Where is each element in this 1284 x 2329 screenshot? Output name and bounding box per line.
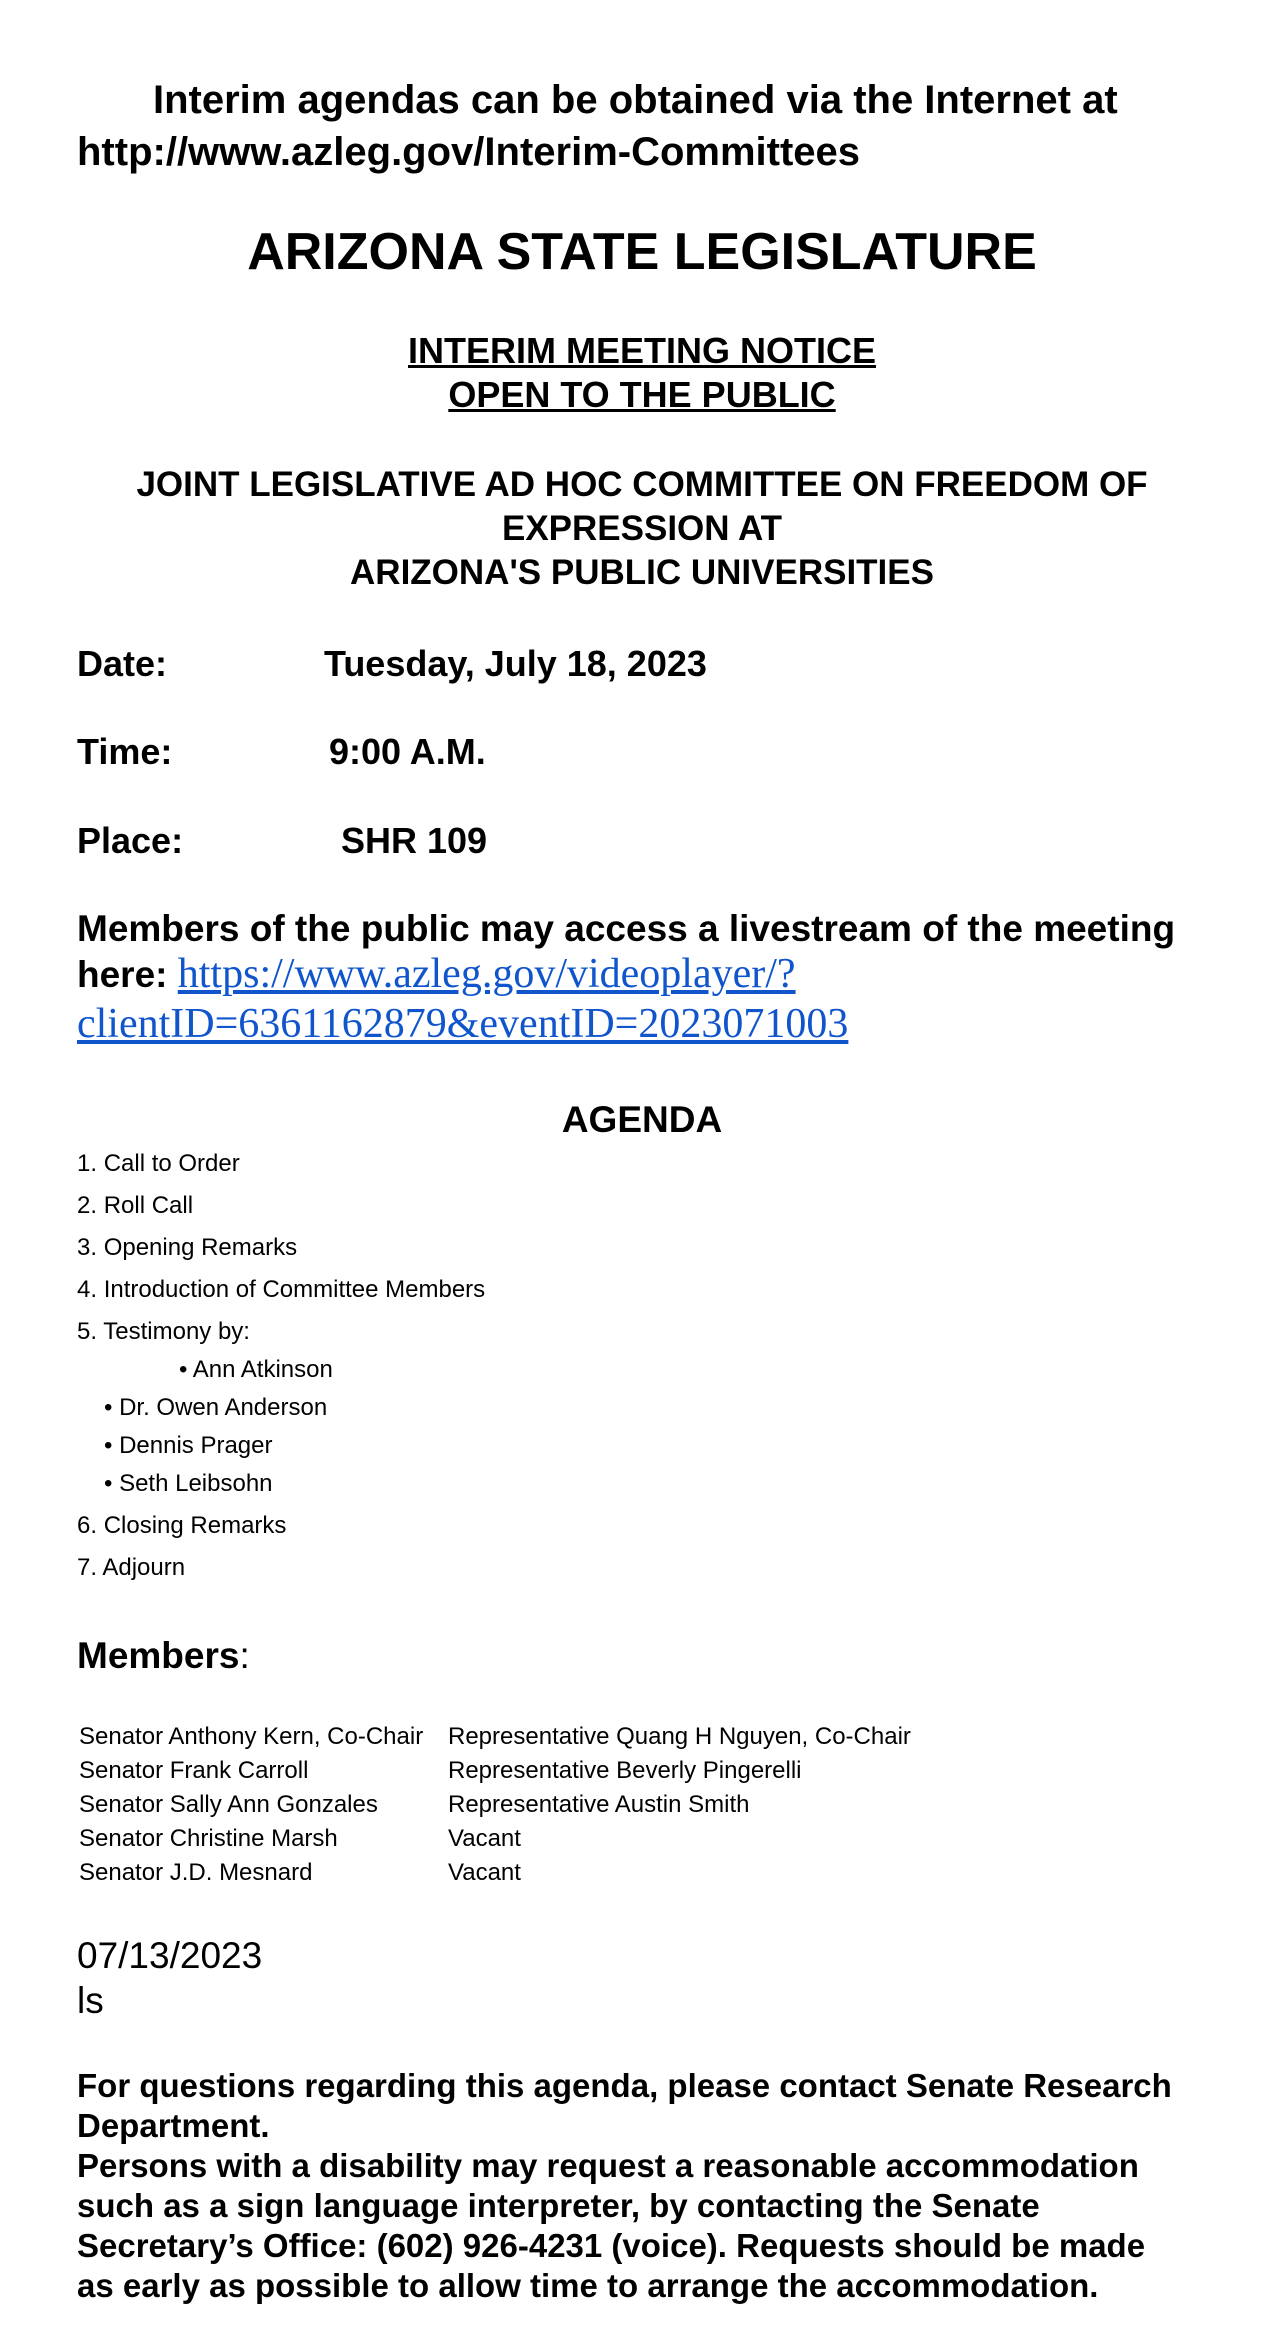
disability-line-4: as early as possible to allow time to arrange the accommodation.	[77, 2267, 1099, 2304]
date-value: Tuesday, July 18, 2023	[324, 643, 707, 684]
agenda-item-number: 1.	[77, 1150, 98, 1177]
testimony-speaker: • Seth Leibsohn	[104, 1470, 273, 1497]
questions-line-2: Department.	[77, 2107, 270, 2144]
testimony-speaker: • Dennis Prager	[104, 1432, 273, 1459]
senate-member: Senator J.D. Mesnard	[79, 1859, 313, 1886]
agenda-item-number: 4.	[77, 1276, 98, 1303]
date-label: Date:	[77, 643, 168, 684]
house-member: Representative Austin Smith	[448, 1791, 750, 1818]
notice-line-1: INTERIM MEETING NOTICE	[408, 330, 876, 371]
house-members-column	[448, 1720, 911, 1890]
preparer-initials: ls	[77, 1980, 104, 2021]
livestream-text: Members of the public may access a livestream of the meeting	[77, 908, 1176, 949]
senate-member: Senator Christine Marsh	[79, 1825, 338, 1852]
disability-line-3: Secretary’s Office: (602) 926-4231 (voice). Requests should be made	[77, 2227, 1146, 2264]
notice-heading	[0, 329, 1284, 417]
disability-line-1: Persons with a disability may request a reasonable accommodation	[77, 2147, 1139, 2184]
agenda-item-text: Closing Remarks	[103, 1512, 287, 1539]
livestream-link-part-1[interactable]: https://www.azleg.gov/videoplayer/?	[177, 951, 796, 997]
agenda-item	[77, 1318, 250, 1346]
house-member: Representative Quang H Nguyen, Co-Chair	[448, 1723, 911, 1750]
agenda-item-text: Call to Order	[103, 1150, 240, 1177]
footer-notes	[77, 2066, 1172, 2306]
agenda-item	[77, 1192, 193, 1220]
disability-line-2: such as a sign language interpreter, by contacting the Senate	[77, 2187, 1040, 2224]
questions-line-1: For questions regarding this agenda, please contact Senate Research	[77, 2067, 1172, 2104]
house-member: Representative Beverly Pingerelli	[448, 1757, 802, 1784]
interim-agendas-note: Interim agendas can be obtained via the Internet at	[153, 78, 1118, 122]
senate-member: Senator Anthony Kern, Co-Chair	[79, 1723, 424, 1750]
house-member: Vacant	[448, 1825, 521, 1852]
testimony-speaker: • Dr. Owen Anderson	[104, 1394, 328, 1421]
agenda-item-text: Roll Call	[103, 1192, 194, 1219]
agenda-item	[77, 1234, 297, 1262]
senate-member: Senator Frank Carroll	[79, 1757, 309, 1784]
place-label: Place:	[77, 820, 184, 861]
interim-committees-url: http://www.azleg.gov/Interim-Committees	[77, 130, 861, 174]
senate-members-column	[79, 1720, 423, 1890]
committee-name	[0, 463, 1284, 595]
members-heading-colon: :	[239, 1635, 250, 1676]
time-label: Time:	[77, 731, 173, 772]
committee-line-3: ARIZONA'S PUBLIC UNIVERSITIES	[350, 553, 934, 592]
agenda-item	[77, 1512, 286, 1540]
committee-line-1: JOINT LEGISLATIVE AD HOC COMMITTEE ON FREEDOM OF	[136, 465, 1148, 504]
testimony-speaker: • Ann Atkinson	[179, 1356, 333, 1383]
issue-date: 07/13/2023	[77, 1935, 263, 1976]
members-heading-text: Members	[77, 1635, 240, 1676]
agenda-item-number: 3.	[77, 1234, 98, 1261]
agenda-item-text: Opening Remarks	[103, 1234, 298, 1261]
house-member: Vacant	[448, 1859, 521, 1886]
place-value: SHR 109	[341, 820, 488, 861]
agenda-item	[77, 1276, 485, 1304]
livestream-here-label: here:	[77, 954, 168, 995]
agenda-item-text: Introduction of Committee Members	[103, 1276, 486, 1303]
time-value: 9:00 A.M.	[329, 731, 486, 772]
notice-line-2: OPEN TO THE PUBLIC	[448, 374, 836, 415]
agenda-item-number: 6.	[77, 1512, 98, 1539]
agenda-item	[77, 1554, 185, 1582]
agenda-item-text: Adjourn	[102, 1554, 186, 1581]
agenda-title: AGENDA	[561, 1099, 723, 1140]
agenda-item	[77, 1150, 240, 1178]
agenda-item-number: 2.	[77, 1192, 98, 1219]
agenda-item-number: 7.	[77, 1554, 98, 1581]
senate-member: Senator Sally Ann Gonzales	[79, 1791, 378, 1818]
livestream-link-line	[77, 950, 796, 998]
livestream-link-part-2[interactable]: clientID=6361162879&eventID=2023071003	[77, 1001, 849, 1047]
agenda-item-number: 5.	[77, 1318, 98, 1345]
legislature-title: ARIZONA STATE LEGISLATURE	[247, 223, 1037, 281]
committee-line-2: EXPRESSION AT	[501, 509, 783, 548]
members-heading	[77, 1635, 250, 1677]
agenda-item-text: Testimony by:	[103, 1318, 250, 1345]
